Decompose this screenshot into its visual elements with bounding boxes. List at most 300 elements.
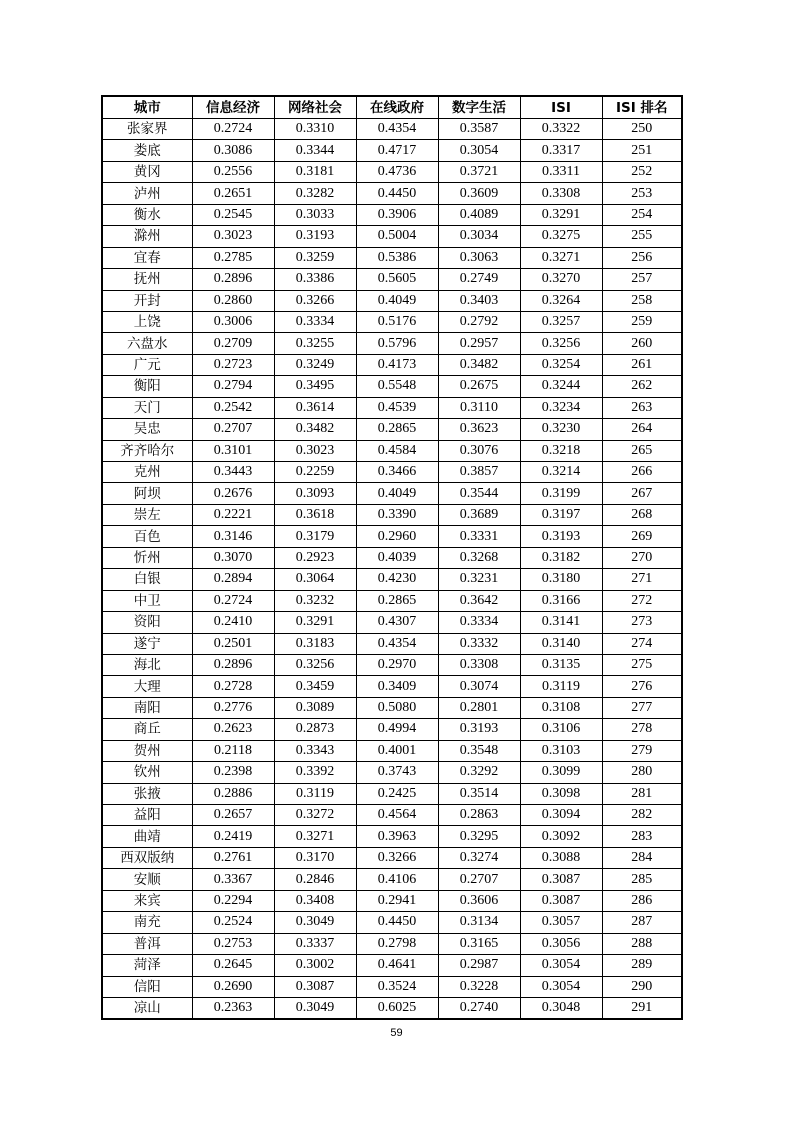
col-header-network-society: 网络社会: [274, 96, 356, 119]
city-cell: 商丘: [102, 719, 192, 740]
table-row: [102, 762, 682, 783]
digital-life-cell: 0.3721: [438, 161, 520, 182]
info-economy-cell: 0.2860: [192, 290, 274, 311]
info-economy-cell: 0.2690: [192, 976, 274, 997]
info-economy-cell: 0.2657: [192, 805, 274, 826]
isi-rank-cell: 274: [602, 633, 682, 654]
table-row: [102, 654, 682, 675]
city-cell: 忻州: [102, 547, 192, 568]
city-cell: 南阳: [102, 697, 192, 718]
city-cell: 钦州: [102, 762, 192, 783]
city-cell: 滁州: [102, 226, 192, 247]
isi-cell: 0.3180: [520, 569, 602, 590]
network-society-cell: 0.3033: [274, 204, 356, 225]
digital-life-cell: 0.3587: [438, 119, 520, 140]
isi-rank-cell: 257: [602, 269, 682, 290]
isi-cell: 0.3094: [520, 805, 602, 826]
info-economy-cell: 0.3023: [192, 226, 274, 247]
city-cell: 西双版纳: [102, 847, 192, 868]
info-economy-cell: 0.2645: [192, 955, 274, 976]
isi-cell: 0.3099: [520, 762, 602, 783]
digital-life-cell: 0.3134: [438, 912, 520, 933]
online-government-cell: 0.3409: [356, 676, 438, 697]
isi-rank-cell: 279: [602, 740, 682, 761]
isi-cell: 0.3182: [520, 547, 602, 568]
online-government-cell: 0.4717: [356, 140, 438, 161]
digital-life-cell: 0.3403: [438, 290, 520, 311]
network-society-cell: 0.3064: [274, 569, 356, 590]
digital-life-cell: 0.2707: [438, 869, 520, 890]
table-body: [102, 119, 682, 1020]
digital-life-cell: 0.3054: [438, 140, 520, 161]
info-economy-cell: 0.3101: [192, 440, 274, 461]
online-government-cell: 0.4736: [356, 161, 438, 182]
info-economy-cell: 0.3443: [192, 462, 274, 483]
col-header-digital-life: 数字生活: [438, 96, 520, 119]
city-cell: 资阳: [102, 612, 192, 633]
table-row: [102, 783, 682, 804]
isi-rank-cell: 260: [602, 333, 682, 354]
network-society-cell: 0.3179: [274, 526, 356, 547]
city-cell: 普洱: [102, 933, 192, 954]
table-row: [102, 247, 682, 268]
info-economy-cell: 0.2896: [192, 269, 274, 290]
isi-cell: 0.3057: [520, 912, 602, 933]
network-society-cell: 0.3618: [274, 504, 356, 525]
table-row: [102, 333, 682, 354]
isi-rank-cell: 264: [602, 419, 682, 440]
info-economy-cell: 0.2545: [192, 204, 274, 225]
online-government-cell: 0.4584: [356, 440, 438, 461]
online-government-cell: 0.2865: [356, 419, 438, 440]
isi-cell: 0.3056: [520, 933, 602, 954]
network-society-cell: 0.3049: [274, 912, 356, 933]
network-society-cell: 0.3002: [274, 955, 356, 976]
info-economy-cell: 0.2785: [192, 247, 274, 268]
online-government-cell: 0.4994: [356, 719, 438, 740]
isi-rank-cell: 288: [602, 933, 682, 954]
online-government-cell: 0.3466: [356, 462, 438, 483]
network-society-cell: 0.3087: [274, 976, 356, 997]
city-cell: 张掖: [102, 783, 192, 804]
isi-rank-cell: 262: [602, 376, 682, 397]
isi-cell: 0.3087: [520, 890, 602, 911]
digital-life-cell: 0.2801: [438, 697, 520, 718]
network-society-cell: 0.3334: [274, 311, 356, 332]
isi-cell: 0.3234: [520, 397, 602, 418]
isi-rank-cell: 287: [602, 912, 682, 933]
isi-cell: 0.3103: [520, 740, 602, 761]
network-society-cell: 0.2259: [274, 462, 356, 483]
digital-life-cell: 0.2957: [438, 333, 520, 354]
table-row: [102, 504, 682, 525]
digital-life-cell: 0.3544: [438, 483, 520, 504]
network-society-cell: 0.3495: [274, 376, 356, 397]
info-economy-cell: 0.2707: [192, 419, 274, 440]
network-society-cell: 0.3337: [274, 933, 356, 954]
isi-rank-cell: 250: [602, 119, 682, 140]
info-economy-cell: 0.2794: [192, 376, 274, 397]
network-society-cell: 0.3181: [274, 161, 356, 182]
online-government-cell: 0.4354: [356, 119, 438, 140]
isi-cell: 0.3106: [520, 719, 602, 740]
network-society-cell: 0.3089: [274, 697, 356, 718]
city-cell: 娄底: [102, 140, 192, 161]
info-economy-cell: 0.2501: [192, 633, 274, 654]
network-society-cell: 0.3272: [274, 805, 356, 826]
city-cell: 白银: [102, 569, 192, 590]
info-economy-cell: 0.2709: [192, 333, 274, 354]
city-cell: 益阳: [102, 805, 192, 826]
digital-life-cell: 0.2792: [438, 311, 520, 332]
online-government-cell: 0.3266: [356, 847, 438, 868]
table-row: [102, 183, 682, 204]
isi-cell: 0.3166: [520, 590, 602, 611]
network-society-cell: 0.3232: [274, 590, 356, 611]
isi-cell: 0.3098: [520, 783, 602, 804]
network-society-cell: 0.3119: [274, 783, 356, 804]
isi-rank-cell: 290: [602, 976, 682, 997]
digital-life-cell: 0.3857: [438, 462, 520, 483]
table-row: [102, 290, 682, 311]
info-economy-cell: 0.2728: [192, 676, 274, 697]
table-row: [102, 719, 682, 740]
online-government-cell: 0.4039: [356, 547, 438, 568]
network-society-cell: 0.3282: [274, 183, 356, 204]
online-government-cell: 0.3906: [356, 204, 438, 225]
isi-rank-cell: 266: [602, 462, 682, 483]
isi-rank-cell: 261: [602, 354, 682, 375]
city-cell: 抚州: [102, 269, 192, 290]
city-cell: 崇左: [102, 504, 192, 525]
digital-life-cell: 0.2749: [438, 269, 520, 290]
network-society-cell: 0.3344: [274, 140, 356, 161]
isi-rank-cell: 285: [602, 869, 682, 890]
isi-rank-cell: 254: [602, 204, 682, 225]
digital-life-cell: 0.3165: [438, 933, 520, 954]
city-cell: 克州: [102, 462, 192, 483]
isi-cell: 0.3218: [520, 440, 602, 461]
online-government-cell: 0.4173: [356, 354, 438, 375]
table-row: [102, 483, 682, 504]
info-economy-cell: 0.2886: [192, 783, 274, 804]
table-row: [102, 161, 682, 182]
network-society-cell: 0.3459: [274, 676, 356, 697]
isi-rank-cell: 273: [602, 612, 682, 633]
table-row: [102, 740, 682, 761]
digital-life-cell: 0.3295: [438, 826, 520, 847]
info-economy-cell: 0.2894: [192, 569, 274, 590]
isi-cell: 0.3322: [520, 119, 602, 140]
online-government-cell: 0.4539: [356, 397, 438, 418]
network-society-cell: 0.3343: [274, 740, 356, 761]
digital-life-cell: 0.3334: [438, 612, 520, 633]
isi-cell: 0.3257: [520, 311, 602, 332]
city-cell: 衡水: [102, 204, 192, 225]
isi-cell: 0.3087: [520, 869, 602, 890]
city-cell: 天门: [102, 397, 192, 418]
isi-cell: 0.3135: [520, 654, 602, 675]
table-row: [102, 462, 682, 483]
info-economy-cell: 0.3367: [192, 869, 274, 890]
isi-rank-cell: 256: [602, 247, 682, 268]
isi-cell: 0.3193: [520, 526, 602, 547]
online-government-cell: 0.4450: [356, 912, 438, 933]
info-economy-cell: 0.3086: [192, 140, 274, 161]
table-row: [102, 140, 682, 161]
city-cell: 大理: [102, 676, 192, 697]
city-cell: 中卫: [102, 590, 192, 611]
info-economy-cell: 0.2676: [192, 483, 274, 504]
info-economy-cell: 0.2294: [192, 890, 274, 911]
online-government-cell: 0.4106: [356, 869, 438, 890]
isi-rank-cell: 283: [602, 826, 682, 847]
digital-life-cell: 0.3228: [438, 976, 520, 997]
network-society-cell: 0.3386: [274, 269, 356, 290]
isi-rank-cell: 265: [602, 440, 682, 461]
network-society-cell: 0.3049: [274, 997, 356, 1019]
online-government-cell: 0.4001: [356, 740, 438, 761]
network-society-cell: 0.3093: [274, 483, 356, 504]
city-cell: 黄冈: [102, 161, 192, 182]
network-society-cell: 0.3271: [274, 826, 356, 847]
table-row: [102, 547, 682, 568]
isi-rank-cell: 269: [602, 526, 682, 547]
isi-rank-cell: 267: [602, 483, 682, 504]
isi-cell: 0.3092: [520, 826, 602, 847]
isi-cell: 0.3141: [520, 612, 602, 633]
city-cell: 六盘水: [102, 333, 192, 354]
city-cell: 宜春: [102, 247, 192, 268]
city-cell: 张家界: [102, 119, 192, 140]
city-cell: 广元: [102, 354, 192, 375]
digital-life-cell: 0.3074: [438, 676, 520, 697]
city-cell: 泸州: [102, 183, 192, 204]
isi-rank-cell: 258: [602, 290, 682, 311]
online-government-cell: 0.6025: [356, 997, 438, 1019]
digital-life-cell: 0.4089: [438, 204, 520, 225]
online-government-cell: 0.5796: [356, 333, 438, 354]
table-row: [102, 226, 682, 247]
isi-rank-cell: 275: [602, 654, 682, 675]
network-society-cell: 0.3193: [274, 226, 356, 247]
table-row: [102, 419, 682, 440]
city-cell: 开封: [102, 290, 192, 311]
isi-rank-cell: 276: [602, 676, 682, 697]
isi-rank-cell: 286: [602, 890, 682, 911]
isi-ranking-table: [101, 95, 683, 1020]
city-cell: 吴忠: [102, 419, 192, 440]
info-economy-cell: 0.2118: [192, 740, 274, 761]
isi-cell: 0.3119: [520, 676, 602, 697]
online-government-cell: 0.5605: [356, 269, 438, 290]
digital-life-cell: 0.3231: [438, 569, 520, 590]
city-cell: 凉山: [102, 997, 192, 1019]
network-society-cell: 0.3310: [274, 119, 356, 140]
table-row: [102, 633, 682, 654]
digital-life-cell: 0.3689: [438, 504, 520, 525]
table-row: [102, 805, 682, 826]
table-row: [102, 955, 682, 976]
isi-rank-cell: 280: [602, 762, 682, 783]
network-society-cell: 0.2873: [274, 719, 356, 740]
info-economy-cell: 0.2776: [192, 697, 274, 718]
online-government-cell: 0.5004: [356, 226, 438, 247]
isi-rank-cell: 263: [602, 397, 682, 418]
table-row: [102, 997, 682, 1019]
table-row: [102, 890, 682, 911]
table-row: [102, 376, 682, 397]
table-row: [102, 976, 682, 997]
network-society-cell: 0.3614: [274, 397, 356, 418]
city-cell: 来宾: [102, 890, 192, 911]
isi-cell: 0.3291: [520, 204, 602, 225]
table-row: [102, 612, 682, 633]
network-society-cell: 0.3291: [274, 612, 356, 633]
online-government-cell: 0.4354: [356, 633, 438, 654]
table-row: [102, 354, 682, 375]
online-government-cell: 0.3743: [356, 762, 438, 783]
isi-cell: 0.3088: [520, 847, 602, 868]
info-economy-cell: 0.3006: [192, 311, 274, 332]
digital-life-cell: 0.2740: [438, 997, 520, 1019]
online-government-cell: 0.4230: [356, 569, 438, 590]
table-row: [102, 697, 682, 718]
info-economy-cell: 0.2524: [192, 912, 274, 933]
info-economy-cell: 0.2419: [192, 826, 274, 847]
online-government-cell: 0.2798: [356, 933, 438, 954]
isi-rank-cell: 255: [602, 226, 682, 247]
isi-cell: 0.3048: [520, 997, 602, 1019]
network-society-cell: 0.3259: [274, 247, 356, 268]
digital-life-cell: 0.3063: [438, 247, 520, 268]
network-society-cell: 0.2846: [274, 869, 356, 890]
online-government-cell: 0.3963: [356, 826, 438, 847]
digital-life-cell: 0.3548: [438, 740, 520, 761]
isi-rank-cell: 259: [602, 311, 682, 332]
digital-life-cell: 0.2863: [438, 805, 520, 826]
isi-cell: 0.3275: [520, 226, 602, 247]
isi-rank-cell: 251: [602, 140, 682, 161]
city-cell: 南充: [102, 912, 192, 933]
info-economy-cell: 0.2724: [192, 590, 274, 611]
network-society-cell: 0.3266: [274, 290, 356, 311]
table-row: [102, 397, 682, 418]
digital-life-cell: 0.3274: [438, 847, 520, 868]
digital-life-cell: 0.3482: [438, 354, 520, 375]
table-row: [102, 526, 682, 547]
online-government-cell: 0.5176: [356, 311, 438, 332]
city-cell: 菏泽: [102, 955, 192, 976]
city-cell: 曲靖: [102, 826, 192, 847]
table-row: [102, 269, 682, 290]
isi-rank-cell: 278: [602, 719, 682, 740]
isi-cell: 0.3108: [520, 697, 602, 718]
page-number: 59: [390, 1027, 403, 1039]
info-economy-cell: 0.2556: [192, 161, 274, 182]
isi-cell: 0.3230: [520, 419, 602, 440]
isi-rank-cell: 272: [602, 590, 682, 611]
info-economy-cell: 0.3070: [192, 547, 274, 568]
table-row: [102, 826, 682, 847]
online-government-cell: 0.5386: [356, 247, 438, 268]
digital-life-cell: 0.2675: [438, 376, 520, 397]
online-government-cell: 0.4049: [356, 483, 438, 504]
digital-life-cell: 0.3193: [438, 719, 520, 740]
isi-rank-cell: 252: [602, 161, 682, 182]
isi-rank-cell: 289: [602, 955, 682, 976]
info-economy-cell: 0.3146: [192, 526, 274, 547]
info-economy-cell: 0.2542: [192, 397, 274, 418]
network-society-cell: 0.3170: [274, 847, 356, 868]
isi-cell: 0.3054: [520, 955, 602, 976]
city-cell: 海北: [102, 654, 192, 675]
col-header-isi: ISI: [520, 96, 602, 119]
isi-rank-cell: 270: [602, 547, 682, 568]
digital-life-cell: 0.3331: [438, 526, 520, 547]
table-row: [102, 676, 682, 697]
digital-life-cell: 0.3292: [438, 762, 520, 783]
table-row: [102, 869, 682, 890]
info-economy-cell: 0.2623: [192, 719, 274, 740]
city-cell: 百色: [102, 526, 192, 547]
isi-cell: 0.3264: [520, 290, 602, 311]
isi-rank-cell: 284: [602, 847, 682, 868]
info-economy-cell: 0.2221: [192, 504, 274, 525]
network-society-cell: 0.3255: [274, 333, 356, 354]
network-society-cell: 0.3023: [274, 440, 356, 461]
online-government-cell: 0.2960: [356, 526, 438, 547]
isi-rank-cell: 253: [602, 183, 682, 204]
digital-life-cell: 0.3609: [438, 183, 520, 204]
online-government-cell: 0.4307: [356, 612, 438, 633]
city-cell: 贺州: [102, 740, 192, 761]
network-society-cell: 0.3392: [274, 762, 356, 783]
isi-cell: 0.3197: [520, 504, 602, 525]
online-government-cell: 0.4450: [356, 183, 438, 204]
isi-cell: 0.3214: [520, 462, 602, 483]
table-row: [102, 311, 682, 332]
city-cell: 上饶: [102, 311, 192, 332]
info-economy-cell: 0.2753: [192, 933, 274, 954]
city-cell: 齐齐哈尔: [102, 440, 192, 461]
online-government-cell: 0.3390: [356, 504, 438, 525]
digital-life-cell: 0.3606: [438, 890, 520, 911]
col-header-info-economy: 信息经济: [192, 96, 274, 119]
city-cell: 信阳: [102, 976, 192, 997]
network-society-cell: 0.2923: [274, 547, 356, 568]
info-economy-cell: 0.2398: [192, 762, 274, 783]
table-row: [102, 912, 682, 933]
col-header-online-government: 在线政府: [356, 96, 438, 119]
city-cell: 阿坝: [102, 483, 192, 504]
network-society-cell: 0.3482: [274, 419, 356, 440]
table-row: [102, 440, 682, 461]
isi-rank-cell: 281: [602, 783, 682, 804]
isi-cell: 0.3271: [520, 247, 602, 268]
network-society-cell: 0.3408: [274, 890, 356, 911]
digital-life-cell: 0.3268: [438, 547, 520, 568]
isi-rank-cell: 271: [602, 569, 682, 590]
isi-cell: 0.3054: [520, 976, 602, 997]
online-government-cell: 0.4564: [356, 805, 438, 826]
digital-life-cell: 0.3623: [438, 419, 520, 440]
isi-cell: 0.3254: [520, 354, 602, 375]
table-row: [102, 590, 682, 611]
online-government-cell: 0.2865: [356, 590, 438, 611]
isi-rank-cell: 268: [602, 504, 682, 525]
isi-cell: 0.3308: [520, 183, 602, 204]
